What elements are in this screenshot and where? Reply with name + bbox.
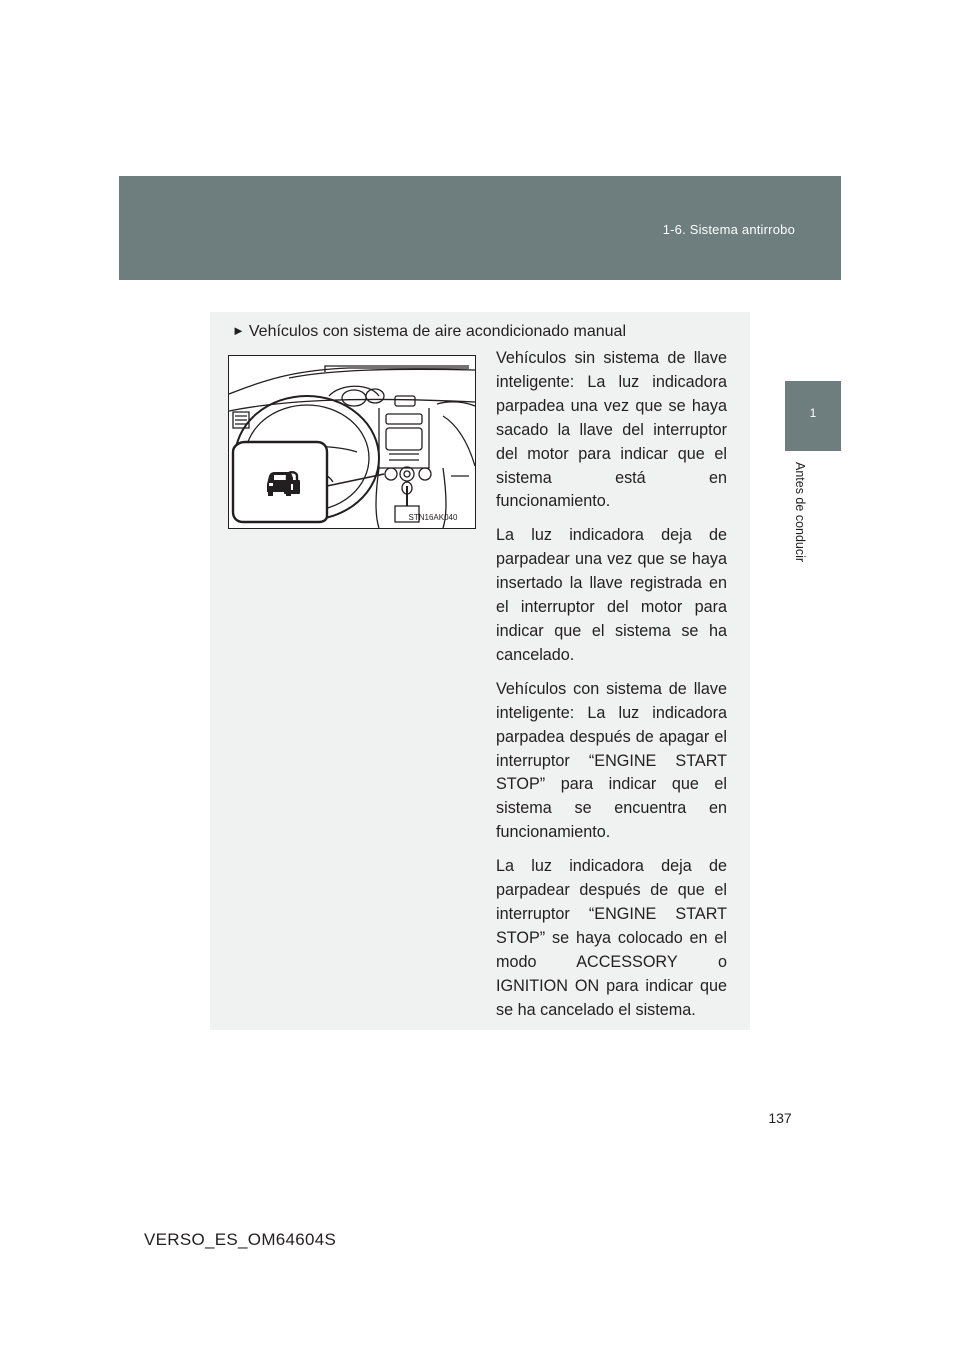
page-number: 137 xyxy=(768,1110,792,1126)
paragraph-3: Vehículos con sistema de llave inteligente: La luz indicadora parpadea después de apagar el interruptor “ENGINE START STOP” para indicar que el sistema se encuentra en funcionamiento. xyxy=(496,679,727,842)
chapter-label: Antes de conducir xyxy=(793,462,807,563)
dashboard-illustration xyxy=(228,355,476,529)
paragraph-2: La luz indicadora deja de parpadear una vez que se haya insertado la llave registrada en el interruptor del motor para indicar que el sistema se ha cancelado. xyxy=(496,526,727,664)
text-column xyxy=(496,347,727,1032)
paragraph-1: Vehículos sin sistema de llave inteligente: La luz indicadora parpadea una vez que se haya sacado la llave del interruptor del motor para indicar que el sistema está en funcionamiento. xyxy=(496,349,727,511)
subheading-text: Vehículos con sistema de aire acondicionado manual xyxy=(248,323,626,340)
figure-code: STN16AK040 xyxy=(408,513,458,522)
header-band xyxy=(119,176,841,280)
chapter-tab xyxy=(785,381,841,451)
chapter-label-container xyxy=(793,462,817,582)
section-title: 1-6. Sistema antirrobo xyxy=(662,222,795,237)
subheading xyxy=(232,322,626,342)
bullet-triangle-icon: ► xyxy=(232,323,245,338)
content-box xyxy=(210,312,750,1030)
document-code: VERSO_ES_OM64604S xyxy=(144,1230,337,1249)
paragraph-4: La luz indicadora deja de parpadear después de que el interruptor “ENGINE START STOP” se haya colocado en el modo ACCESSORY o IGNITION ON para indicar que se ha cancelado el sistema. xyxy=(496,857,727,1019)
chapter-number: 1 xyxy=(809,406,817,420)
